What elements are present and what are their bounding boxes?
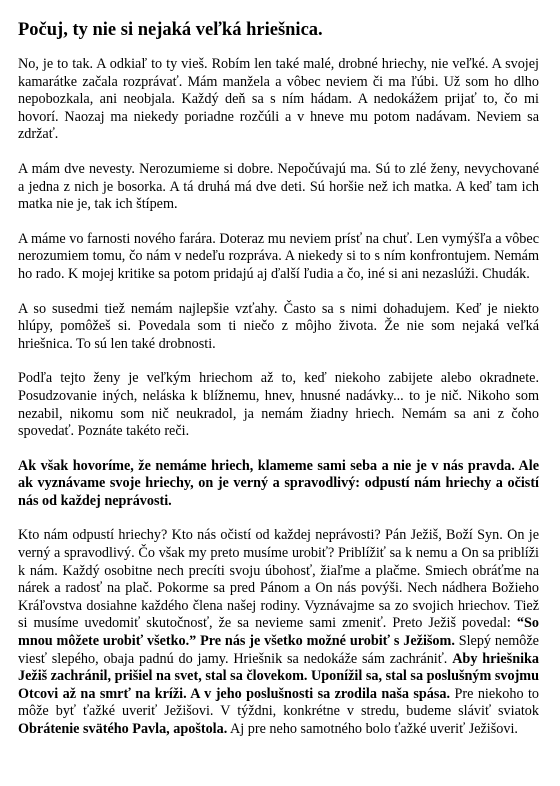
closing-text-3: Pre niekoho to môže byť ťažké uveriť Ježišovi. V týždni, konkrétne v stredu, budeme sláviť sviatok: [18, 685, 540, 720]
paragraph-5: Podľa tejto ženy je veľkým hriechom až to, keď niekoho zabijete alebo okradnete. Posudzovanie iných, neláska k blížnemu, hnev, hnusné nadávky... to je nič. Nikoho som nezabil, nikomu som nič neukradol, ja nemám žiadny hriech. Nemám sa ani z čoho spovedať. Poznáte takéto reči.: [18, 370, 539, 440]
closing-text-2: Slepý nemôže viesť slepého, obaja padnú do jamy. Hriešnik sa nedokáže sám zachrániť.: [18, 633, 539, 667]
closing-bold-3: Obrátenie svätého Pavla, apoštola.: [18, 721, 228, 737]
paragraph-3: A máme vo farnosti nového farára. Doteraz mu neviem prísť na chuť. Len vymýšľa a vôbec nerozumiem tomu, čo nám v nedeľu rozpráva. A niekedy si to s ním konfrontujem. Nemám ho rado. K mojej kritike sa potom pridajú aj ďalší ľudia a čo, iné si ani nezaslúži. Chudák.: [18, 230, 539, 282]
paragraph-2: A mám dve nevesty. Nerozumieme si dobre. Nepočúvajú ma. Sú to zlé ženy, nevychované a jedna z nich je bosorka. A tá druhá má dve deti. Sú horšie než ich matka. A keď tam ich matka nie je, tak ich štípem.: [18, 160, 539, 213]
closing-text-1: Kto nám odpustí hriechy? Kto nás očistí od každej neprávosti? Pán Ježiš, Boží Syn. On je verný a spravodlivý. Čo však my preto musíme urobiť? Priblížiť sa k nemu a On sa priblíži k nám. Každý osobitne nech precíti svoju úbohosť, žiaľme a plačme. Smiech obráťme na nárek a radosť na plač. Pokorme sa pred Pánom a On nás povýši. Nech nádhera Božieho Kráľovstva dosiahne každého člena našej rodiny. Vyznávajme sa zo svojich hriechov. Tiež si musíme uvedomiť skutočnosť, že sa nevieme sami zmeniť. Preto Ježiš povedal:: [18, 527, 539, 632]
document-page: [18, 18, 539, 756]
bible-quote-paragraph: Ak však hovoríme, že nemáme hriech, klameme sami seba a nie je v nás pravda. Ale ak vyznávame svoje hriechy, on je verný a spravodlivý: odpustí nám hriechy a očistí nás od každej neprávosti.: [18, 457, 539, 509]
closing-bold-1: “So mnou môžete urobiť všetko.” Pre nás je všetko možné urobiť s Ježišom.: [18, 615, 539, 650]
document-title: Počuj, ty nie si nejaká veľká hriešnica.: [18, 20, 323, 40]
closing-bold-2: Aby hriešnika Ježiš zachránil, prišiel na svet, stal sa človekom. Uponížil sa, stal sa poslušným svojmu Otcovi až na smrť na kríži. A v jeho poslušnosti sa zrodila naša spása.: [18, 650, 540, 702]
closing-text-4: Aj pre neho samotného bolo ťažké uveriť Ježišovi.: [227, 721, 518, 737]
paragraph-1: No, je to tak. A odkiaľ to ty vieš. Robím len také malé, drobné hriechy, nie veľké. A svojej kamarátke začala rozprávať. Mám manžela a vôbec neviem či ma ľúbi. Už som ho dlho nepobozkala, ani neobjala. Každý deň sa s ním hádam. A nedokážem prijať to, čo mi hovorí. Naozaj ma niekedy poriadne rozčúli a v hneve mu potom nadávam. Neviem sa zdržať.: [18, 56, 539, 143]
closing-paragraph: [18, 527, 539, 738]
paragraph-4: A so susedmi tiež nemám najlepšie vzťahy. Často sa s nimi dohadujem. Keď je niekto hlúpy, pomôžeš si. Povedala som ti niečo z môjho života. Že nie som nejaká veľká hriešnica. To sú len také drobnosti.: [18, 300, 539, 352]
